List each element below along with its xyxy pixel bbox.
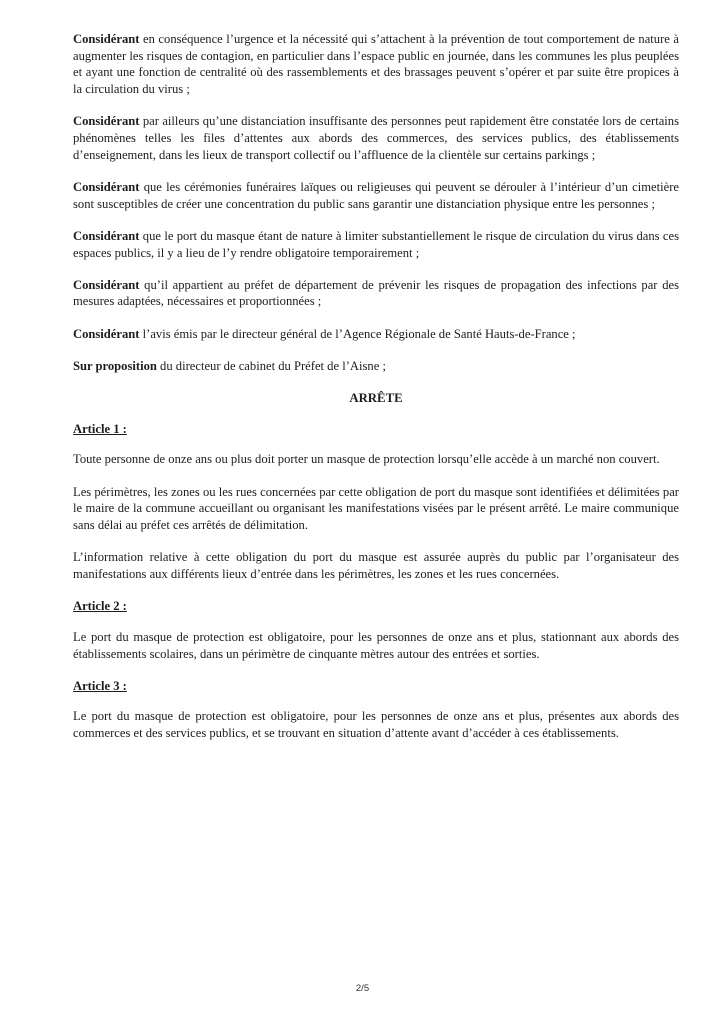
document-body	[73, 31, 679, 757]
article-heading: Article 3 :	[73, 678, 127, 693]
page-number: 2/5	[355, 983, 370, 994]
article-3	[73, 678, 679, 742]
article-paragraph: Le port du masque de protection est obligatoire, pour les personnes de onze ans et plus, présentes aux abords des commerces et des services publics, et se trouvant en situation d’attente avant d’accéder à ces établissements.	[73, 709, 679, 741]
article-paragraph: Toute personne de onze ans ou plus doit porter un masque de protection lorsqu’elle accède à un marché non couvert.	[73, 452, 660, 467]
considerant-text: qu’il appartient au préfet de département de prévenir les risques de propagation des infections par des mesures adaptées, nécessaires et proportionnées ;	[73, 277, 679, 309]
considerant-paragraph	[73, 179, 679, 212]
article-1	[73, 421, 679, 583]
considerant-paragraph	[73, 228, 679, 261]
proposition-lead: Sur proposition	[73, 358, 157, 373]
article-heading: Article 1 :	[73, 421, 127, 436]
considerant-text: l’avis émis par le directeur général de l’Agence Régionale de Santé Hauts-de-France ;	[139, 326, 576, 341]
considerant-paragraph	[73, 31, 679, 98]
considerant-lead: Considérant	[73, 32, 140, 46]
article-paragraph: Les périmètres, les zones ou les rues concernées par cette obligation de port du masque sont identifiées et délimitées par le maire de la commune accueillant ou organisant les manifestations visées par le présent arrêté. Le maire communique sans délai au préfet ces arrêtés de délimitation.	[73, 484, 679, 533]
article-heading: Article 2 :	[73, 599, 127, 614]
considerant-lead: Considérant	[73, 277, 140, 292]
arrete-heading: ARRÊTE	[349, 391, 403, 406]
considerant-paragraph	[73, 113, 679, 163]
considerant-lead: Considérant	[73, 228, 140, 243]
considerant-lead: Considérant	[73, 326, 140, 341]
considerant-lead: Considérant	[73, 179, 140, 194]
considerant-paragraph	[73, 326, 679, 343]
considerant-text: que les cérémonies funéraires laïques ou religieuses qui peuvent se dérouler à l’intérieur d’un cimetière sont susceptibles de créer une concentration du public sans garantir une distanciation physique entre les personnes ;	[73, 179, 679, 211]
article-paragraph: Le port du masque de protection est obligatoire, pour les personnes de onze ans et plus, stationnant aux abords des établissements scolaires, dans un périmètre de cinquante mètres autour des entrées et sorties.	[73, 629, 679, 661]
considerant-text: que le port du masque étant de nature à limiter substantiellement le risque de circulation du virus dans ces espaces publics, il y a lieu de l’y rendre obligatoire temporairement ;	[73, 228, 679, 260]
proposition-text: du directeur de cabinet du Préfet de l’Aisne ;	[156, 358, 386, 373]
considerants-section	[73, 31, 679, 375]
article-paragraph: L’information relative à cette obligation du port du masque est assurée auprès du public par l’organisateur des manifestations aux différents lieux d’entrée dans les périmètres, les zones et les rues concernées.	[73, 550, 679, 581]
proposition-paragraph	[73, 358, 679, 375]
considerant-text: par ailleurs qu’une distanciation insuffisante des personnes peut rapidement être constatée lors de certains phénomènes telles les files d’attentes aux abords des commerces, des services publics, des établissements d’enseignement, dans les lieux de transport collectif ou l’affluence de la clientèle sur certains parkings ;	[73, 114, 679, 162]
considerant-paragraph	[73, 277, 679, 310]
considerant-lead: Considérant	[73, 114, 140, 129]
article-2	[73, 598, 679, 662]
considerant-text: en conséquence l’urgence et la nécessité qui s’attachent à la prévention de tout comportement de nature à augmenter les risques de contagion, en particulier dans l’espace public en journée, dans les communes les plus peuplées et ayant une fonction de centralité où des rassemblements et des brassages peuvent s’opérer et par suite être propices à la circulation du virus ;	[73, 32, 679, 97]
